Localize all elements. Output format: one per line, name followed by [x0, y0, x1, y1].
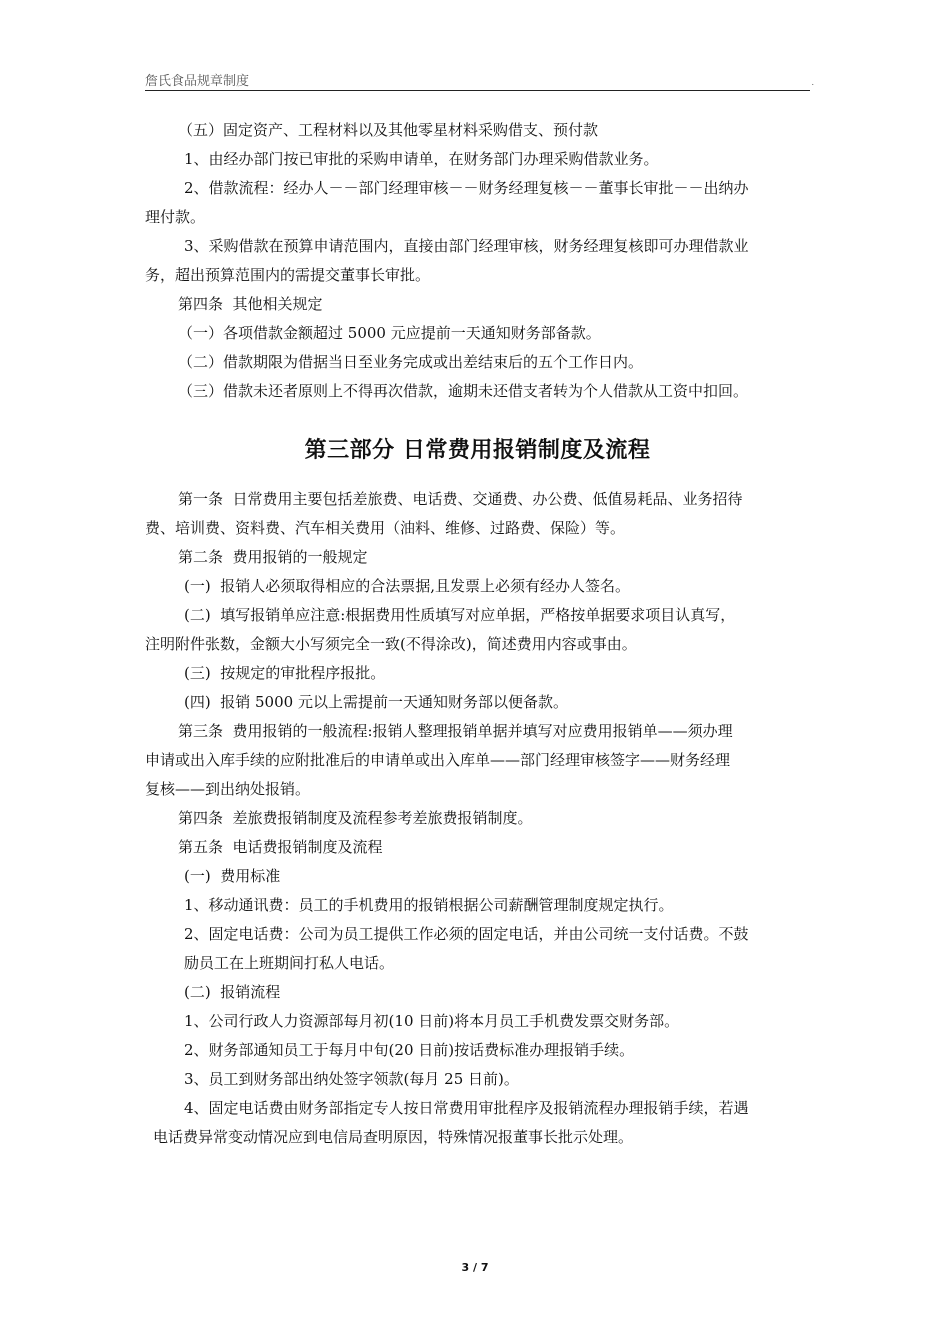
section-title: 第三部分 日常费用报销制度及流程	[304, 437, 651, 463]
document-body	[145, 116, 810, 1152]
paragraph: 1、由经办部门按已审批的采购申请单，在财务部门办理采购借款业务。	[184, 150, 659, 168]
article-heading: 第五条 电话费报销制度及流程	[178, 838, 383, 856]
paragraph-continuation: 电话费异常变动情况应到电信局查明原因，特殊情况报董事长批示处理。	[153, 1128, 634, 1146]
paragraph: 3、采购借款在预算申请范围内，直接由部门经理审核，财务经理复核即可办理借款业	[184, 237, 749, 255]
paragraph: 1、公司行政人力资源部每月初(10 日前)将本月员工手机费发票交财务部。	[184, 1012, 680, 1030]
paragraph-continuation: 务，超出预算范围内的需提交董事长审批。	[145, 266, 431, 284]
paragraph: 3、员工到财务部出纳处签字领款(每月 25 日前)。	[184, 1070, 519, 1088]
paragraph: （三）借款未还者原则上不得再次借款，逾期未还借支者转为个人借款从工资中扣回。	[178, 382, 749, 400]
paragraph: (三) 按规定的审批程序报批。	[184, 664, 386, 682]
paragraph-continuation: 申请或出入库手续的应附批准后的申请单或出入库单——部门经理审核签字——财务经理	[145, 751, 731, 769]
header-mark: .	[811, 78, 814, 87]
paragraph: (四) 报销 5000 元以上需提前一天通知财务部以便备款。	[184, 693, 568, 711]
paragraph: （五）固定资产、工程材料以及其他零星材料采购借支、预付款	[178, 121, 599, 139]
paragraph: （二）借款期限为借据当日至业务完成或出差结束后的五个工作日内。	[178, 353, 644, 371]
paragraph: 2、财务部通知员工于每月中旬(20 日前)按话费标准办理报销手续。	[184, 1041, 635, 1059]
article-heading: 第四条 差旅费报销制度及流程参考差旅费报销制度。	[178, 809, 533, 827]
paragraph-continuation: 励员工在上班期间打私人电话。	[184, 954, 395, 972]
header-title: 詹氏食品规章制度	[145, 74, 250, 89]
paragraph: (二) 填写报销单应注意:根据费用性质填写对应单据，严格按单据要求项目认真写，	[184, 606, 736, 624]
paragraph: 4、固定电话费由财务部指定专人按日常费用审批程序及报销流程办理报销手续，若遇	[184, 1099, 749, 1117]
paragraph: 1、移动通讯费：员工的手机费用的报销根据公司薪酬管理制度规定执行。	[184, 896, 674, 914]
paragraph-continuation: 理付款。	[145, 208, 206, 226]
article-heading: 第二条 费用报销的一般规定	[178, 548, 368, 566]
article-heading: 第一条 日常费用主要包括差旅费、电话费、交通费、办公费、低值易耗品、业务招待	[178, 490, 743, 508]
paragraph: 2、固定电话费：公司为员工提供工作必须的固定电话，并由公司统一支付话费。不鼓	[184, 925, 749, 943]
article-heading: 第三条 费用报销的一般流程:报销人整理报销单据并填写对应费用报销单——须办理	[178, 722, 733, 740]
page-number: 3 / 7	[461, 1261, 489, 1274]
paragraph-continuation: 复核——到出纳处报销。	[145, 780, 311, 798]
page-header	[145, 68, 814, 91]
article-heading: 第四条 其他相关规定	[178, 295, 323, 313]
paragraph: (一) 费用标准	[184, 867, 281, 885]
paragraph: (二) 报销流程	[184, 983, 281, 1001]
paragraph-continuation: 注明附件张数，金额大小写须完全一致(不得涂改)，简述费用内容或事由。	[145, 635, 637, 653]
paragraph: 2、借款流程：经办人－－部门经理审核－－财务经理复核－－董事长审批－－出纳办	[184, 179, 749, 197]
paragraph-continuation: 费、培训费、资料费、汽车相关费用（油料、维修、过路费、保险）等。	[145, 519, 626, 537]
paragraph: (一) 报销人必须取得相应的合法票据,且发票上必须有经办人签名。	[184, 577, 631, 595]
paragraph: （一）各项借款金额超过 5000 元应提前一天通知财务部备款。	[178, 324, 601, 342]
